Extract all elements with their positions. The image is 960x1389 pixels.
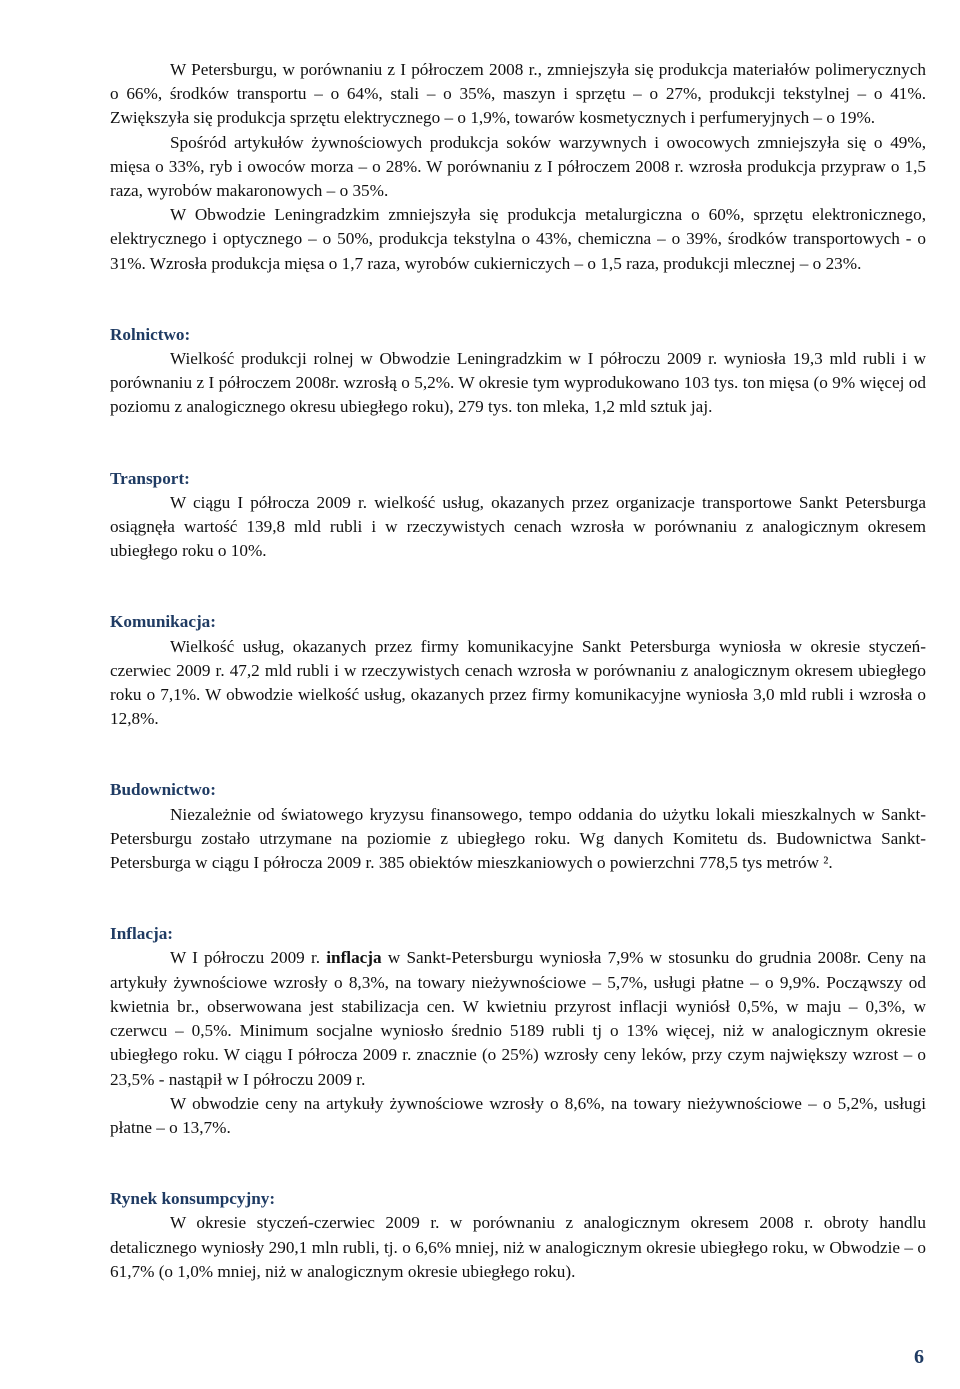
- paragraph-transport: W ciągu I półrocza 2009 r. wielkość usług, okazanych przez organizacje transportowe Sankt Petersburga osiągnęła wartość 139,8 mld rubli i w rzeczywistych cenach wzrosła w porównaniu z analogicznym okresem ubiegłego roku o 10%.: [110, 492, 926, 561]
- paragraph-rynek-konsumpcyjny: W okresie styczeń-czerwiec 2009 r. w porównaniu z analogicznym okresem 2008 r. obroty handlu detalicznego wyniosły 290,1 mln rubli, tj. o 6,6% mniej, niż w analogicznym okresie ubiegłego roku, w Obwodzie – o 61,7% (o 1,0% mniej, niż w analogicznym okresie ubiegłego roku).: [110, 1213, 926, 1281]
- paragraph-inflacja-obwod: W obwodzie ceny na artykuły żywnościowe wzrosły o 8,6%, na towary nieżywnościowe – o 5,2%, usługi płatne – o 13,7%.: [110, 1093, 926, 1137]
- paragraph-rolnictwo: Wielkość produkcji rolnej w Obwodzie Leningradzkim w I półroczu 2009 r. wyniosła 19,3 mld rubli i w porównaniu z I półroczem 2008r. wzrosłą o 5,2%. W okresie tym wyprodukowano 103 tys. ton mięsa (o 9% więcej od poziomu z analogicznego okresu ubiegłego roku), 279 tys. ton mleka, 1,2 mld sztuk jaj.: [110, 349, 926, 417]
- section-gap: [110, 731, 926, 778]
- paragraph-food-production: Spośród artykułów żywnościowych produkcja soków warzywnych i owocowych zmniejszyła się o 49%, mięsa o 33%, ryb i owoców morza – o 28%. W porównaniu z I półroczem 2008 r. wzrosła produkcja przypraw o 1,5 raza, wyrobów makaronowych – o 35%.: [110, 132, 926, 201]
- inflacja-bold-term: inflacja: [326, 948, 382, 968]
- paragraph-budownictwo: Niezależnie od światowego kryzysu finansowego, tempo oddania do użytku lokali mieszkalnych w Sankt-Petersburgu zostało utrzymane na poziomie z ubiegłego roku. Wg danych Komitetu ds. Budownictwa Sankt-Petersburga w ciągu I półrocza 2009 r. 385 obiektów mieszkaniowych o powierzchni 778,5 tys metrów ².: [110, 804, 926, 873]
- paragraph-komunikacja: Wielkość usług, okazanych przez firmy komunikacyjne Sankt Petersburga wyniosła w okresie styczeń- czerwiec 2009 r. 47,2 mld rubli i w rzeczywistych cenach wzrosła w porównaniu z analogicznym okresem ubiegłego roku o 7,1%. W obwodzie wielkość usług, okazanych przez firmy komunikacyjne wyniosła 3,0 mld rubli i wzrosła o 12,8%.: [110, 636, 926, 729]
- inflacja-text-start: W I półroczu 2009 r.: [170, 948, 327, 968]
- heading-komunikacja: Komunikacja:: [110, 612, 216, 632]
- section-gap: [110, 420, 926, 467]
- inflacja-text-rest: w Sankt-Petersburgu wyniosła 7,9% w stosunku do grudnia 2008r. Ceny na artykuły żywnościowe wzrosły o 8,3%, na towary nieżywnościowe – 5,7%, usługi płatne – o 9,9%. Począwszy od kwietnia br., obserwowana jest stabilizacja cen. W kwietniu przyrost inflacji wyniósł 0,5%, w maju – 0,3%, w czerwcu – 0,5%. Minimum socjalne wyniosło średnio 5189 rubli tj o 13% więcej, niż w analogicznym okresie ubiegłego roku. W ciągu I półrocza 2009 r. znacznie (o 25%) wzrosły ceny leków, przy czym największy wzrost – o 23,5% - nastąpił w I półroczu 2009 r.: [110, 948, 926, 1089]
- heading-rolnictwo: Rolnictwo:: [110, 324, 191, 344]
- heading-transport: Transport:: [110, 468, 190, 488]
- paragraph-inflacja: [110, 946, 926, 1091]
- paragraph-leningrad-oblast: W Obwodzie Leningradzkim zmniejszyła się produkcja metalurgiczna o 60%, sprzętu elektronicznego, elektrycznego i optycznego – o 50%, produkcja tekstylna o 43%, chemiczna – o 39%, środków transportowych - o 31%. Wzrosła produkcja mięsa o 1,7 raza, wyrobów cukierniczych – o 1,5 raza, produkcji mlecznej – o 23%.: [110, 205, 926, 273]
- section-gap: [110, 875, 926, 922]
- section-gap: [110, 276, 926, 323]
- section-gap: [110, 563, 926, 610]
- section-gap: [110, 1140, 926, 1187]
- page-number: 6: [914, 1346, 924, 1368]
- heading-inflacja: Inflacja:: [110, 924, 174, 944]
- heading-budownictwo: Budownictwo:: [110, 780, 217, 800]
- paragraph-production-petersburg: W Petersburgu, w porównaniu z I półroczem 2008 r., zmniejszyła się produkcja materiałów polimerycznych o 66%, środków transportu – o 64%, stali – o 35%, maszyn i sprzętu – o 27%, produkcji tekstylnej – o 41%. Zwiększyła się produkcja sprzętu elektrycznego – o 1,9%, towarów kosmetycznych i perfumeryjnych – o 19%.: [110, 60, 926, 128]
- heading-rynek-konsumpcyjny: Rynek konsumpcyjny:: [110, 1189, 276, 1209]
